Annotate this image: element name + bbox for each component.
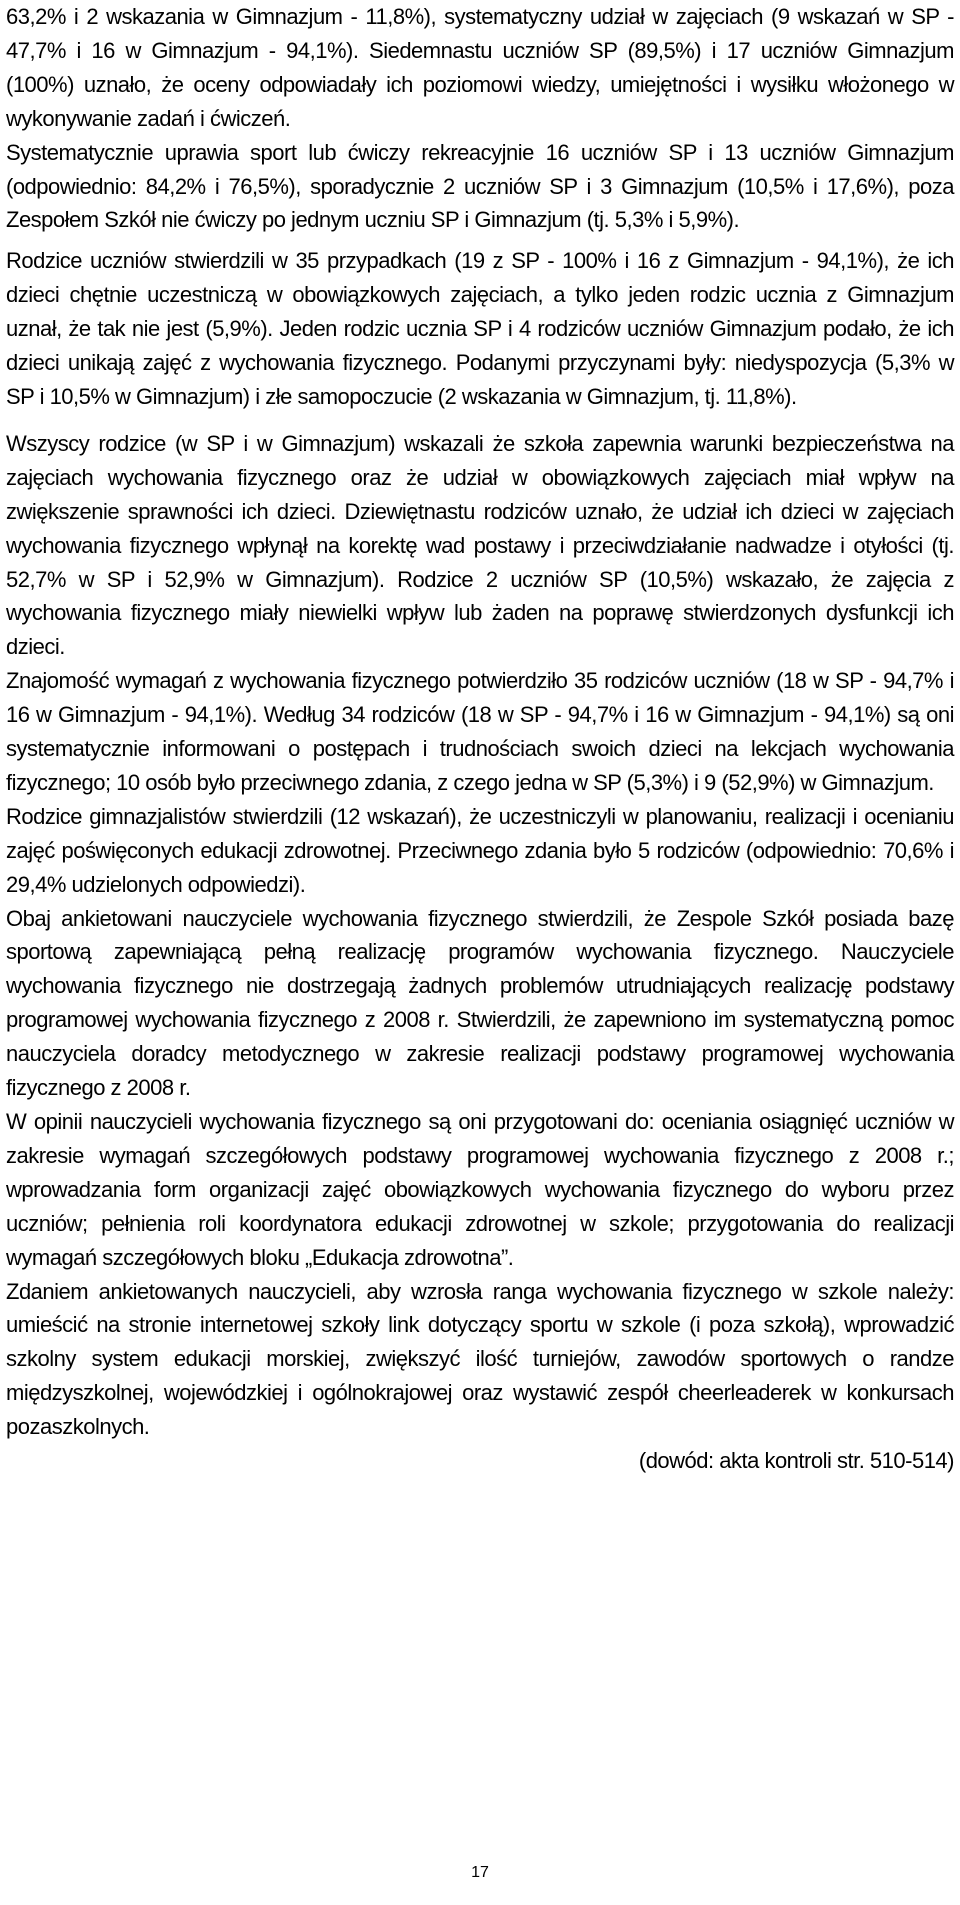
paragraph-9: Zdaniem ankietowanych nauczycieli, aby wzrosła ranga wychowania fizycznego w szkole należy: umieścić na stronie internetowej szkoły link dotyczący sportu w szkole (i poza szkołą), wprowadzić szkolny system edukacji morskiej, zwiększyć ilość turniejów, zawodów sportowych o randze międzyszkolnej, wojewódzkiej i ogólnokrajowej oraz wystawić zespół cheerleaderek w konkursach pozaszkolnych. bbox=[6, 1278, 954, 1440]
paragraph-2: Systematycznie uprawia sport lub ćwiczy rekreacyjnie 16 uczniów SP i 13 uczniów Gimnazjum (odpowiednio: 84,2% i 76,5%), sporadycznie 2 uczniów SP i 3 Gimnazjum (10,5% i 17,6%), poza Zespołem Szkół nie ćwiczy po jednym uczniu SP i Gimnazjum (tj. 5,3% i 5,9%). bbox=[6, 139, 954, 233]
page-number: 17 bbox=[471, 1864, 489, 1881]
paragraph-8: W opinii nauczycieli wychowania fizycznego są oni przygotowani do: oceniania osiągnięć uczniów w zakresie wymagań szczegółowych podstawy programowej wychowania fizycznego z 2008 r.; wprowadzania form organizacji zajęć obowiązkowych wychowania fizycznego do wyboru przez uczniów; pełnienia roli koordynatora edukacji zdrowotnej w szkole; przygotowania do realizacji wymagań szczegółowych bloku „Edukacja zdrowotna”. bbox=[6, 1109, 954, 1270]
document-body bbox=[6, 0, 954, 1478]
paragraph-4: Wszyscy rodzice (w SP i w Gimnazjum) wskazali że szkoła zapewnia warunki bezpieczeństwa na zajęciach wychowania fizycznego oraz że udział w obowiązkowych zajęciach miał wpływ na zwiększenie sprawności ich dzieci. Dziewiętnastu rodziców uznało, że udział ich dzieci w zajęciach wychowania fizycznego wpłynął na korektę wad postawy i przeciwdziałanie nadwadze i otyłości (tj. 52,7% w SP i 52,9% w Gimnazjum). Rodzice 2 uczniów SP (10,5%) wskazało, że zajęcia z wychowania fizycznego miały niewielki wpływ lub żaden na poprawę stwierdzonych dysfunkcji ich dzieci. bbox=[6, 430, 954, 660]
paragraph-6: Rodzice gimnazjalistów stwierdzili (12 wskazań), że uczestniczyli w planowaniu, realizacji i ocenianiu zajęć poświęconych edukacji zdrowotnej. Przeciwnego zdania było 5 rodziców (odpowiednio: 70,6% i 29,4% udzielonych odpowiedzi). bbox=[6, 803, 954, 897]
evidence-reference: (dowód: akta kontroli str. 510-514) bbox=[638, 1448, 954, 1474]
paragraph-5: Znajomość wymagań z wychowania fizycznego potwierdziło 35 rodziców uczniów (18 w SP - 94,7% i 16 w Gimnazjum - 94,1%). Według 34 rodziców (18 w SP - 94,7% i 16 w Gimnazjum - 94,1%) są oni systematycznie informowani o postępach i trudnościach swoich dzieci na lekcjach wychowania fizycznego; 10 osób było przeciwnego zdania, z czego jedna w SP (5,3%) i 9 (52,9%) w Gimnazjum. bbox=[6, 668, 954, 795]
paragraph-3: Rodzice uczniów stwierdzili w 35 przypadkach (19 z SP - 100% i 16 z Gimnazjum - 94,1%), że ich dzieci chętnie uczestniczą w obowiązkowych zajęciach, a tylko jeden rodzic ucznia z Gimnazjum uznał, że tak nie jest (5,9%). Jeden rodzic ucznia SP i 4 rodziców uczniów Gimnazjum podało, że ich dzieci unikają zajęć z wychowania fizycznego. Podanymi przyczynami były: niedyspozycja (5,3% w SP i 10,5% w Gimnazjum) i złe samopoczucie (2 wskazania w Gimnazjum, tj. 11,8%). bbox=[6, 248, 954, 409]
paragraph-7: Obaj ankietowani nauczyciele wychowania fizycznego stwierdzili, że Zespole Szkół posiada bazę sportową zapewniającą pełną realizację programów wychowania fizycznego. Nauczyciele wychowania fizycznego nie dostrzegają żadnych problemów utrudniających realizację podstawy programowej wychowania fizycznego z 2008 r. Stwierdzili, że zapewniono im systematyczną pomoc nauczyciela doradcy metodycznego w zakresie realizacji podstawy programowej wychowania fizycznego z 2008 r. bbox=[6, 905, 954, 1101]
paragraph-1: 63,2% i 2 wskazania w Gimnazjum - 11,8%), systematyczny udział w zajęciach (9 wskazań w SP - 47,7% i 16 w Gimnazjum - 94,1%). Siedemnastu uczniów SP (89,5%) i 17 uczniów Gimnazjum (100%) uznało, że oceny odpowiadały ich poziomowi wiedzy, umiejętności i wysiłku włożonego w wykonywanie zadań i ćwiczeń. bbox=[6, 4, 954, 131]
